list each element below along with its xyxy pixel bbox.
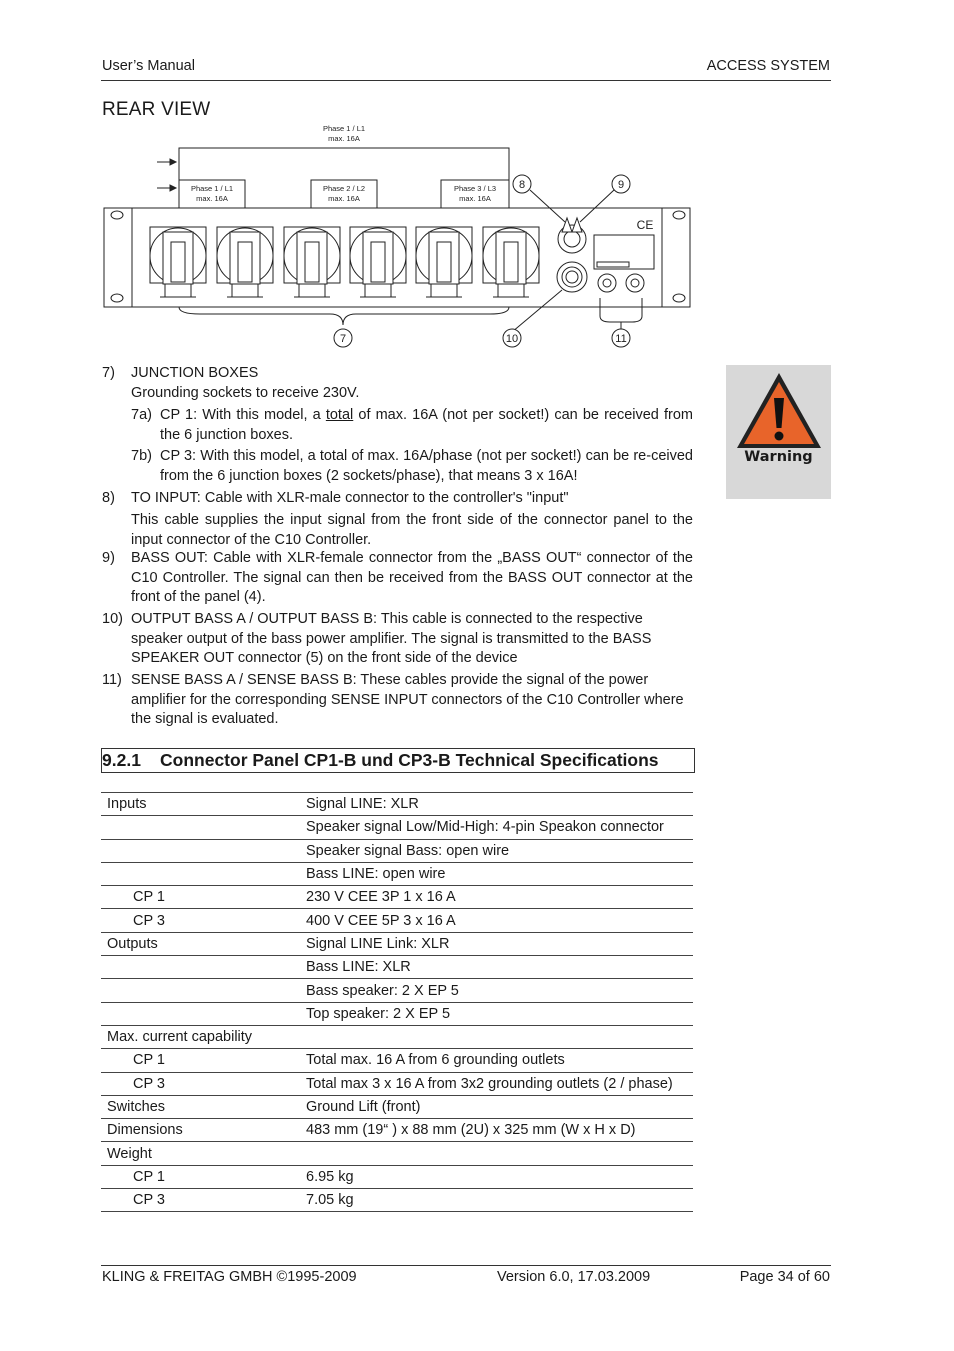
spec-label: Weight xyxy=(101,1142,306,1165)
spec-value xyxy=(306,1025,693,1048)
spec-label: CP 3 xyxy=(101,909,306,932)
item-11-text: SENSE BASS A / SENSE BASS B: These cables provide the signal of the power amplifier for the corresponding SENSE INPUT connectors of the C10 Controller where the signal is evaluated. xyxy=(131,672,684,727)
callout-7: 7 xyxy=(339,333,347,345)
table-row xyxy=(101,1049,693,1072)
table-row xyxy=(101,979,693,1002)
spec-label xyxy=(101,862,306,885)
spec-label xyxy=(101,816,306,839)
spec-value: Signal LINE Link: XLR xyxy=(306,932,693,955)
item-9-text: BASS OUT: Cable with XLR-female connector from the „BASS OUT“ connector of the C10 Controller. The signal can then be received from the BASS OUT connector at the front of the panel (4). xyxy=(131,550,693,605)
table-row xyxy=(101,816,693,839)
top-phase-label-1: Phase 1 / L1 xyxy=(322,124,366,133)
spec-value: Bass speaker: 2 X EP 5 xyxy=(306,979,693,1002)
spec-label xyxy=(101,1002,306,1025)
header-rule xyxy=(101,80,831,81)
top-phase-label-2: max. 16A xyxy=(328,134,360,143)
table-row xyxy=(101,956,693,979)
item-8-text2: This cable supplies the input signal from the front side of the connector panel to the input connector of the C10 Controller. xyxy=(131,512,693,548)
item-7a-label: 7a) xyxy=(131,407,152,423)
callout-10: 10 xyxy=(505,333,519,345)
phase-label-2-line1: Phase 2 / L2 xyxy=(322,184,366,193)
item-7b-label: 7b) xyxy=(131,448,152,464)
spec-label: CP 3 xyxy=(101,1072,306,1095)
spec-label xyxy=(101,839,306,862)
warning-label: Warning xyxy=(744,449,813,465)
spec-value xyxy=(306,1142,693,1165)
table-row xyxy=(101,1189,693,1212)
footer-rule xyxy=(101,1265,831,1266)
spec-value: Speaker signal Low/Mid-High: 4-pin Speakon connector xyxy=(306,816,693,839)
spec-label: Dimensions xyxy=(101,1119,306,1142)
spec-label: Switches xyxy=(101,1095,306,1118)
table-row xyxy=(101,1142,693,1165)
item-10-number: 10) xyxy=(102,611,123,627)
footer-center: Version 6.0, 17.03.2009 xyxy=(497,1269,651,1285)
spec-value: Speaker signal Bass: open wire xyxy=(306,839,693,862)
spec-label xyxy=(101,979,306,1002)
item-7-title: JUNCTION BOXES xyxy=(131,365,259,381)
spec-value: Bass LINE: XLR xyxy=(306,956,693,979)
table-row xyxy=(101,1002,693,1025)
callout-9: 9 xyxy=(617,179,625,191)
spec-label: Max. current capability xyxy=(101,1025,306,1048)
table-row xyxy=(101,886,693,909)
phase-label-3-line1: Phase 3 / L3 xyxy=(453,184,497,193)
spec-value: Ground Lift (front) xyxy=(306,1095,693,1118)
callout-8: 8 xyxy=(518,179,526,191)
spec-value: 400 V CEE 5P 3 x 16 A xyxy=(306,909,693,932)
table-row xyxy=(101,1072,693,1095)
rear-view-diagram xyxy=(0,115,954,355)
spec-value: Top speaker: 2 X EP 5 xyxy=(306,1002,693,1025)
footer-right: Page 34 of 60 xyxy=(739,1269,830,1285)
spec-section-title: Connector Panel CP1-B und CP3-B Technical Specifications xyxy=(160,750,659,770)
spec-label xyxy=(101,956,306,979)
table-row xyxy=(101,862,693,885)
spec-label: Inputs xyxy=(101,793,306,816)
callout-11: 11 xyxy=(615,333,627,345)
spec-value: Bass LINE: open wire xyxy=(306,862,693,885)
warning-triangle-icon xyxy=(734,370,824,450)
spec-label: Outputs xyxy=(101,932,306,955)
item-11-number: 11) xyxy=(102,672,122,688)
spec-table xyxy=(101,792,693,1212)
spec-value: 230 V CEE 3P 1 x 16 A xyxy=(306,886,693,909)
table-row xyxy=(101,1165,693,1188)
table-row xyxy=(101,793,693,816)
phase-label-1-line1: Phase 1 / L1 xyxy=(190,184,234,193)
item-7-number: 7) xyxy=(102,365,115,381)
phase-label-3-line2: max. 16A xyxy=(459,194,491,203)
item-10-text: OUTPUT BASS A / OUTPUT BASS B: This cable is connected to the respective speaker output of the bass power amplifier. The signal is transmitted to the BASS SPEAKER OUT connector (5) on the front side of the device xyxy=(131,611,652,666)
item-8-number: 8) xyxy=(102,490,115,506)
table-row xyxy=(101,1095,693,1118)
table-row xyxy=(101,1119,693,1142)
spec-label: CP 3 xyxy=(101,1189,306,1212)
item-7a-text: CP 1: With this model, a total of max. 16A (not per socket!) can be received from the 6 junction boxes. xyxy=(160,407,693,443)
ce-mark: CE xyxy=(636,218,654,232)
spec-section-number: 9.2.1 xyxy=(102,750,141,770)
phase-label-1-line2: max. 16A xyxy=(196,194,228,203)
spec-value: Total max 3 x 16 A from 3x2 grounding outlets (2 / phase) xyxy=(306,1072,693,1095)
spec-label: CP 1 xyxy=(101,1049,306,1072)
table-row xyxy=(101,839,693,862)
header-left: User’s Manual xyxy=(102,58,195,74)
spec-label: CP 1 xyxy=(101,1165,306,1188)
section-title: REAR VIEW xyxy=(102,99,211,120)
header-right: ACCESS SYSTEM xyxy=(706,58,830,74)
item-7b-text: CP 3: With this model, a total of max. 16A/phase (not per socket!) can be re-ceived from the 6 junction boxes (2 sockets/phase), that means 3 x 16A! xyxy=(160,448,693,484)
spec-value: Signal LINE: XLR xyxy=(306,793,693,816)
spec-value: 7.05 kg xyxy=(306,1189,693,1212)
footer-left: KLING & FREITAG GMBH ©1995-2009 xyxy=(102,1269,357,1285)
spec-value: 6.95 kg xyxy=(306,1165,693,1188)
spec-value: 483 mm (19“ ) x 88 mm (2U) x 325 mm (W x H x D) xyxy=(306,1119,693,1142)
item-8-text: TO INPUT: Cable with XLR-male connector to the controller's "input" xyxy=(131,490,569,506)
warning-box xyxy=(726,365,831,499)
spec-value: Total max. 16 A from 6 grounding outlets xyxy=(306,1049,693,1072)
table-row xyxy=(101,909,693,932)
spec-label: CP 1 xyxy=(101,886,306,909)
spec-section-heading xyxy=(101,748,695,773)
item-7-line1: Grounding sockets to receive 230V. xyxy=(131,385,360,401)
table-row xyxy=(101,932,693,955)
item-9-number: 9) xyxy=(102,550,115,566)
phase-label-2-line2: max. 16A xyxy=(328,194,360,203)
table-row xyxy=(101,1025,693,1048)
